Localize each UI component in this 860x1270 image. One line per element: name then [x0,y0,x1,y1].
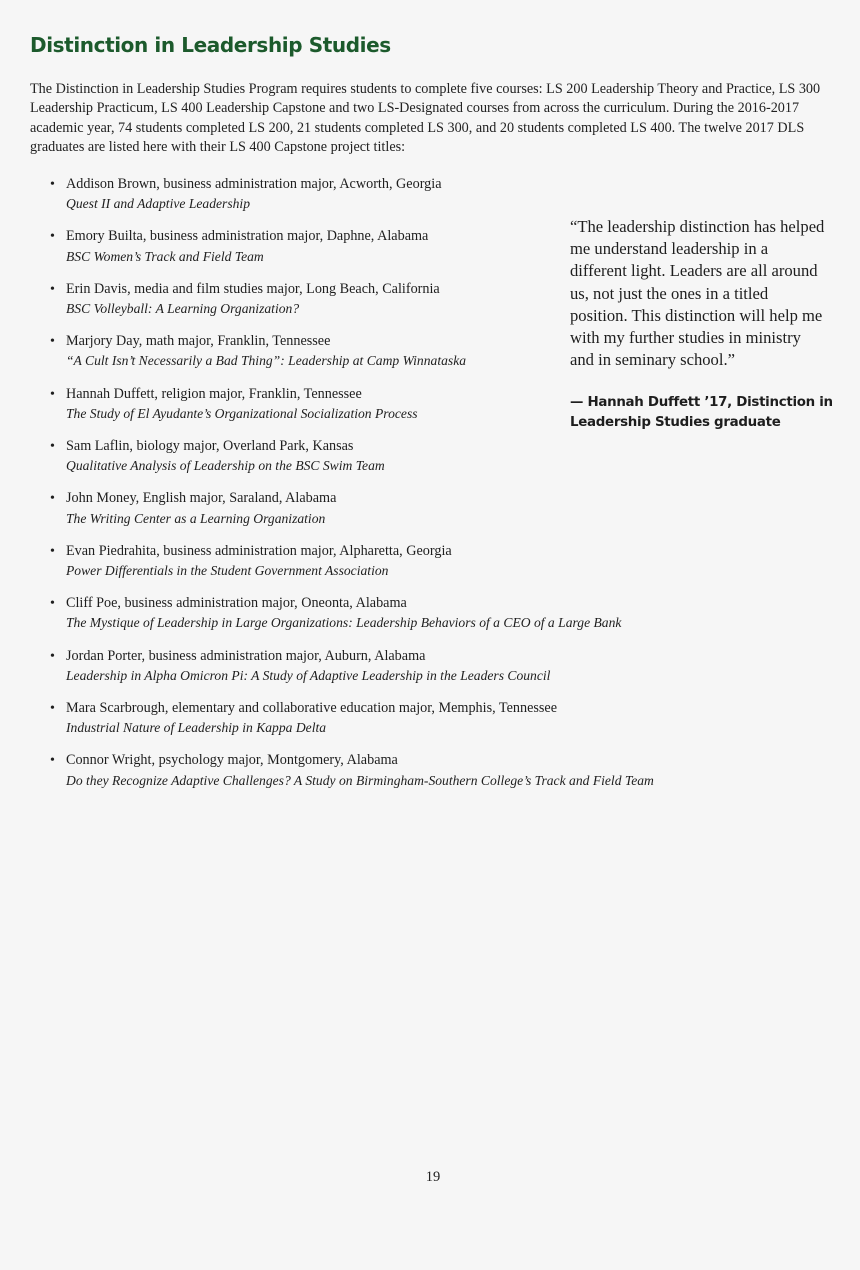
bullet-icon: • [50,229,55,245]
bullet-icon: • [50,700,55,716]
graduate-name: Sam Laflin, biology major, Overland Park, Kansas [66,437,354,454]
graduate-name: Addison Brown, business administration major, Acworth, Georgia [66,176,442,192]
list-item [48,542,728,594]
bullet-icon: • [50,753,55,769]
list-item [48,699,728,751]
capstone-title: The Study of El Ayudante’s Organizational Socialization Process [66,405,418,421]
bullet-icon: • [50,648,55,664]
bullet-icon: • [50,177,55,192]
list-item [48,437,728,489]
graduate-name: Emory Builta, business administration major, Daphne, Alabama [66,228,429,245]
capstone-title: Industrial Nature of Leadership in Kappa Delta [66,720,327,736]
quote-attribution: — Hannah Duffett ’17, Distinction in Leadership Studies graduate [570,395,833,430]
bullet-icon: • [50,491,55,507]
graduate-name: Marjory Day, math major, Franklin, Tennessee [66,333,331,350]
capstone-title: Do they Recognize Adaptive Challenges? A Study on Birmingham-Southern College’s Track and Field Team [66,772,654,788]
bullet-icon: • [50,334,55,350]
page-number: 19 [425,1169,441,1185]
graduate-name: Erin Davis, media and film studies major, Long Beach, California [66,280,440,297]
graduate-name: John Money, English major, Saraland, Alabama [66,490,337,507]
graduate-name: Connor Wright, psychology major, Montgomery, Alabama [66,752,398,769]
capstone-title: BSC Volleyball: A Learning Organization? [66,301,300,317]
graduate-name: Cliff Poe, business administration major, Oneonta, Alabama [66,595,407,612]
capstone-title: Leadership in Alpha Omicron Pi: A Study of Adaptive Leadership in the Leaders Council [66,667,551,683]
capstone-title: Power Differentials in the Student Government Association [66,563,389,579]
graduate-name: Mara Scarbrough, elementary and collaborative education major, Memphis, Tennessee [66,699,558,716]
bullet-icon: • [50,438,55,454]
capstone-title: The Mystique of Leadership in Large Organizations: Leadership Behaviors of a CEO of a Large Bank [66,615,622,631]
bullet-icon: • [50,386,55,402]
list-item [48,594,728,646]
capstone-title: The Writing Center as a Learning Organization [66,510,326,526]
graduate-name: Evan Piedrahita, business administration major, Alpharetta, Georgia [66,542,452,559]
graduate-name: Jordan Porter, business administration major, Auburn, Alabama [66,647,426,664]
graduate-name: Hannah Duffett, religion major, Franklin, Tennessee [66,385,362,402]
bullet-icon: • [50,281,55,297]
list-item [48,751,728,803]
capstone-title: BSC Women’s Track and Field Team [66,248,264,264]
pull-quote: “The leadership distinction has helped me understand leadership in a different light. Leaders are all around us, not just the ones in a titled position. This distinction will help me with my further studies in ministry and in seminary school.” [570,217,825,370]
bullet-icon: • [50,543,55,559]
intro-paragraph: The Distinction in Leadership Studies Program requires students to complete five courses: LS 200 Leadership Theory and Practice, LS 300 Leadership Practicum, LS 400 Leadership Capstone and two LS-Designated courses from across the curriculum. During the 2016-2017 academic year, 74 students completed LS 200, 21 students completed LS 300, and 20 students completed LS 400. The twelve 2017 DLS graduates are listed here with their LS 400 Capstone project titles: [30,81,821,155]
capstone-title: Qualitative Analysis of Leadership on the BSC Swim Team [66,458,385,474]
page-title: Distinction in Leadership Studies [30,33,391,57]
list-item [48,647,728,699]
capstone-title: “A Cult Isn’t Necessarily a Bad Thing”: Leadership at Camp Winnataska [66,353,467,369]
capstone-title: Quest II and Adaptive Leadership [66,196,250,212]
list-item [48,489,728,541]
bullet-icon: • [50,596,55,612]
